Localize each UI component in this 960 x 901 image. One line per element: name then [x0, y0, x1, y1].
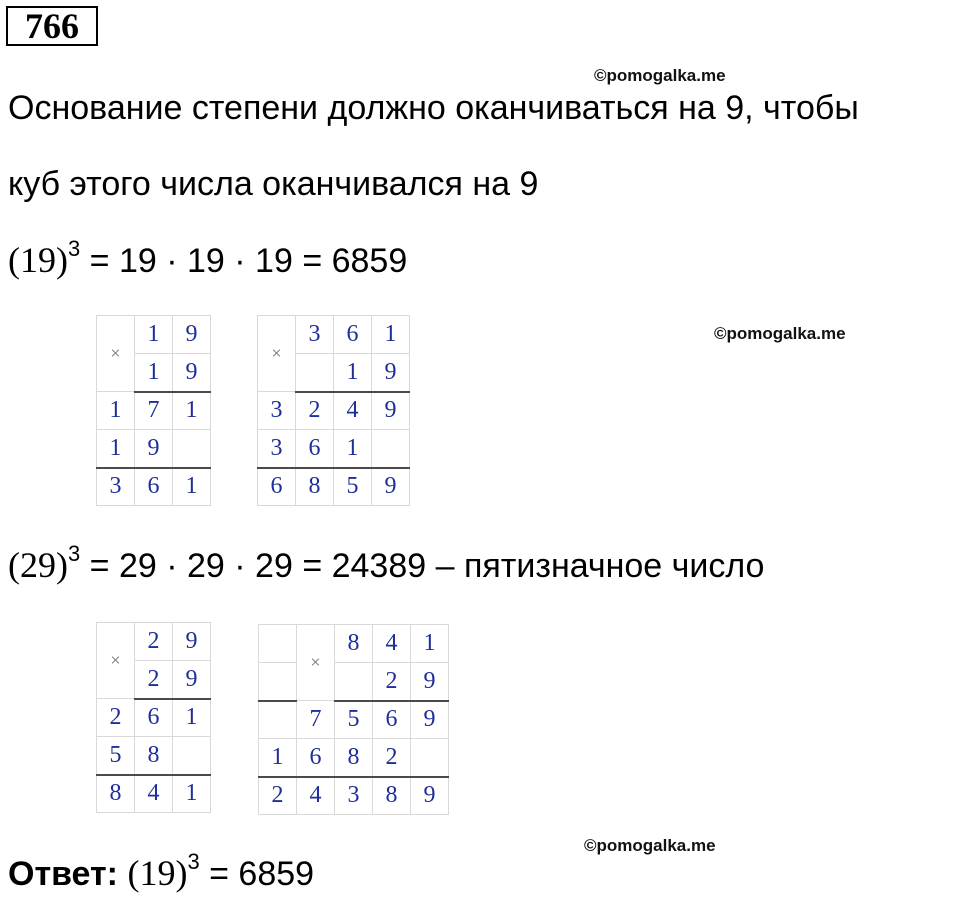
digit-cell: 2 — [373, 739, 411, 777]
equation-1 — [8, 236, 408, 281]
eq2-exponent: 3 — [67, 541, 81, 566]
digit-cell: 3 — [296, 316, 334, 354]
digit-cell — [335, 663, 373, 701]
digit-cell: 3 — [335, 777, 373, 815]
answer-label: Ответ: — [8, 855, 118, 893]
digit-cell: 9 — [372, 392, 410, 430]
multiplication-table-4 — [258, 624, 449, 815]
digit-cell: 4 — [297, 777, 335, 815]
digit-cell: 9 — [173, 661, 211, 699]
digit-cell — [259, 701, 297, 739]
digit-cell: 8 — [335, 625, 373, 663]
eq2-rest: = 29 · 29 · 29 = 24389 – пятизначное число — [80, 547, 765, 585]
eq1-exponent: 3 — [67, 236, 81, 261]
watermark: ©pomogalka.me — [714, 324, 846, 343]
digit-cell: 1 — [173, 468, 211, 506]
multiplication-table-3 — [96, 622, 211, 813]
digit-cell: 2 — [259, 777, 297, 815]
digit-cell: 9 — [411, 701, 449, 739]
digit-cell: 3 — [258, 392, 296, 430]
digit-cell: 3 — [97, 468, 135, 506]
digit-cell — [259, 625, 297, 663]
digit-cell: 6 — [258, 468, 296, 506]
digit-cell: 1 — [372, 316, 410, 354]
answer-rest: = 6859 — [199, 855, 315, 893]
text-line-2: куб этого числа оканчивался на 9 — [8, 165, 539, 203]
multiply-sign: × — [97, 316, 135, 392]
digit-cell: 1 — [97, 392, 135, 430]
answer-exponent: 3 — [187, 849, 200, 874]
digit-cell: 6 — [135, 699, 173, 737]
digit-cell: 1 — [173, 775, 211, 813]
digit-cell: 8 — [296, 468, 334, 506]
digit-cell: 7 — [135, 392, 173, 430]
multiplication-table-1 — [96, 315, 211, 506]
digit-cell — [411, 739, 449, 777]
digit-cell: 6 — [334, 316, 372, 354]
digit-cell: 6 — [297, 739, 335, 777]
digit-cell — [296, 354, 334, 392]
digit-cell: 9 — [411, 663, 449, 701]
digit-cell — [259, 663, 297, 701]
multiply-sign: × — [258, 316, 296, 392]
digit-cell: 5 — [335, 701, 373, 739]
digit-cell: 7 — [297, 701, 335, 739]
digit-cell: 4 — [135, 775, 173, 813]
digit-cell: 9 — [411, 777, 449, 815]
digit-cell: 9 — [173, 316, 211, 354]
digit-cell: 8 — [97, 775, 135, 813]
digit-cell: 9 — [173, 623, 211, 661]
text-line-1: Основание степени должно оканчиваться на 9, чтобы — [8, 89, 859, 127]
digit-cell: 5 — [97, 737, 135, 775]
digit-cell: 9 — [173, 354, 211, 392]
digit-cell: 6 — [373, 701, 411, 739]
digit-cell: 1 — [334, 430, 372, 468]
digit-cell — [173, 737, 211, 775]
digit-cell: 2 — [97, 699, 135, 737]
digit-cell: 1 — [411, 625, 449, 663]
eq1-rest: = 19 · 19 · 19 = 6859 — [80, 242, 408, 280]
digit-cell: 9 — [135, 430, 173, 468]
digit-cell: 1 — [173, 392, 211, 430]
digit-cell: 2 — [373, 663, 411, 701]
digit-cell: 8 — [335, 739, 373, 777]
watermark: ©pomogalka.me — [594, 66, 726, 85]
multiply-sign: × — [297, 625, 335, 701]
digit-cell: 5 — [334, 468, 372, 506]
answer-base: (19) — [127, 853, 188, 893]
digit-cell: 3 — [258, 430, 296, 468]
digit-cell: 6 — [296, 430, 334, 468]
digit-cell: 4 — [373, 625, 411, 663]
digit-cell: 9 — [372, 468, 410, 506]
eq2-base: (29) — [8, 545, 68, 585]
digit-cell: 1 — [135, 354, 173, 392]
digit-cell: 1 — [334, 354, 372, 392]
multiplication-table-2 — [257, 315, 410, 506]
digit-cell: 4 — [334, 392, 372, 430]
equation-2 — [8, 541, 765, 586]
digit-cell: 1 — [173, 699, 211, 737]
digit-cell: 1 — [97, 430, 135, 468]
digit-cell: 9 — [372, 354, 410, 392]
multiply-sign: × — [97, 623, 135, 699]
watermark: ©pomogalka.me — [584, 836, 716, 855]
digit-cell: 8 — [373, 777, 411, 815]
problem-number: 766 — [6, 6, 98, 46]
digit-cell: 2 — [135, 661, 173, 699]
digit-cell: 1 — [135, 316, 173, 354]
digit-cell — [372, 430, 410, 468]
digit-cell: 6 — [135, 468, 173, 506]
eq1-base: (19) — [8, 240, 68, 280]
answer-line — [8, 849, 315, 894]
digit-cell: 2 — [135, 623, 173, 661]
digit-cell: 1 — [259, 739, 297, 777]
digit-cell: 8 — [135, 737, 173, 775]
digit-cell — [173, 430, 211, 468]
digit-cell: 2 — [296, 392, 334, 430]
